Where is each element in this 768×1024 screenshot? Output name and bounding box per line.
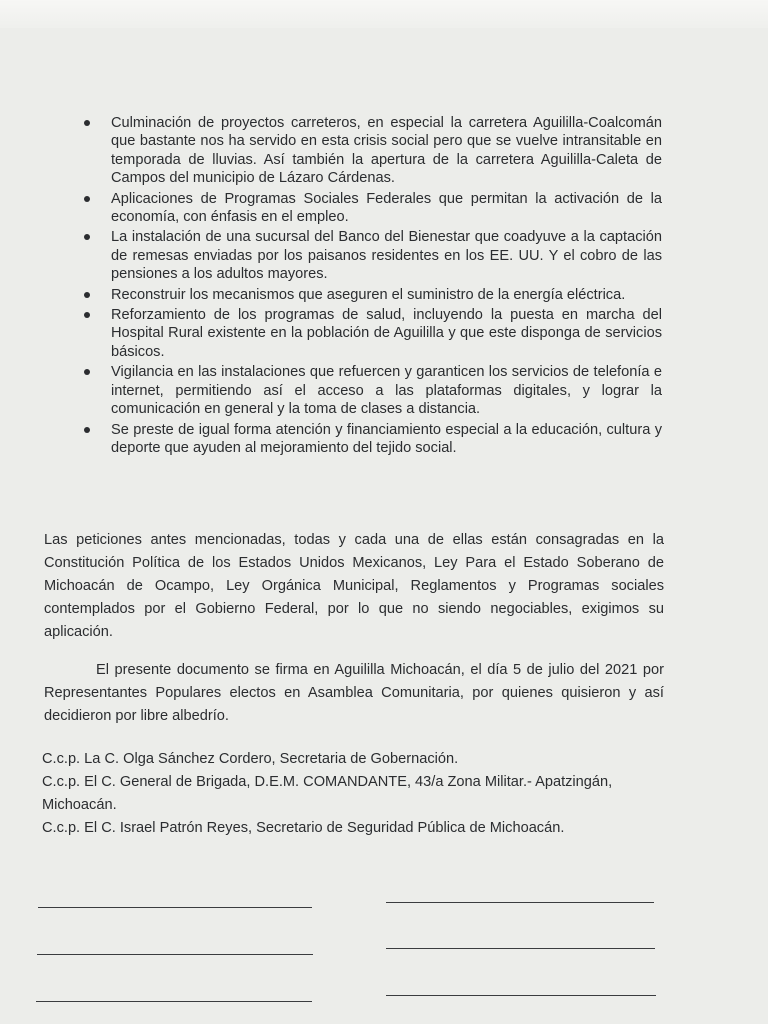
signature-line [38,907,312,908]
signature-line [386,948,655,949]
background-surface [0,0,768,30]
bullet-dot-icon [84,196,90,202]
list-item-text: Reforzamiento de los programas de salud, incluyendo la puesta en marcha del Hospital Rural existente en la población de Aguililla y que este disponga de servicios básicos. [111,307,662,360]
signature-line [386,902,654,903]
list-item [84,190,662,227]
list-item [84,421,662,458]
bullet-dot-icon [84,369,90,375]
list-item [84,286,662,304]
list-item [84,114,662,188]
ccp-list [42,748,682,840]
bullet-list [84,114,662,457]
bullet-dot-icon [84,292,90,298]
signature-line [386,995,656,996]
ccp-line: C.c.p. El C. General de Brigada, D.E.M. COMANDANTE, 43/a Zona Militar.- Apatzingán, Michoacán. [42,774,613,813]
list-item-text: Vigilancia en las instalaciones que refuercen y garanticen los servicios de telefonía e internet, permitiendo así el acceso a las plataformas digitales, y lograr la comunicación en general y la toma de clases a distancia. [111,364,662,418]
list-item-text: Reconstruir los mecanismos que aseguren el suministro de la energía eléctrica. [111,286,626,303]
signature-line [36,1001,312,1002]
bullet-dot-icon [84,427,90,433]
paragraph-petitions: Las peticiones antes mencionadas, todas y cada una de ellas están consagradas en la Constitución Política de los Estados Unidos Mexicanos, Ley Para el Estado Soberano de Michoacán de Ocampo, Ley Orgánica Municipal, Reglamentos y Programas sociales contemplados por el Gobierno Federal, por lo que no siendo negociables, exigimos su aplicación. [44,532,664,640]
list-item [84,306,662,361]
list-item-text: Se preste de igual forma atención y financiamiento especial a la educación, cultura y deporte que ayuden al mejoramiento del tejido social. [111,421,662,456]
signature-line [37,954,313,955]
bullet-dot-icon [84,312,90,318]
bullet-dot-icon [84,120,90,126]
list-item-text: Culminación de proyectos carreteros, en especial la carretera Aguililla-Coalcomán que bastante nos ha servido en esta crisis social pero que se vuelve intransitable en temporada de lluvias. Así también la apertura de la carretera Aguililla-Caleta de Campos del municipio de Lázaro Cárdenas. [111,115,662,187]
list-item [84,228,662,283]
ccp-line: C.c.p. La C. Olga Sánchez Cordero, Secretaria de Gobernación. [42,751,459,767]
ccp-line: C.c.p. El C. Israel Patrón Reyes, Secretario de Seguridad Pública de Michoacán. [42,820,565,836]
list-item [84,363,662,418]
list-item-text: Aplicaciones de Programas Sociales Federales que permitan la activación de la economía, con énfasis en el empleo. [111,190,662,226]
bullet-dot-icon [84,234,90,240]
paragraph-signing: El presente documento se firma en Aguililla Michoacán, el día 5 de julio del 2021 por Representantes Populares electos en Asamblea Comunitaria, por quienes quisieron y así decidieron por libre albedrío. [44,662,664,724]
list-item-text: La instalación de una sucursal del Banco del Bienestar que coadyuve a la captación de remesas enviadas por los paisanos residentes en los EE. UU. Y el cobro de las pensiones a los adultos mayores. [111,229,662,283]
